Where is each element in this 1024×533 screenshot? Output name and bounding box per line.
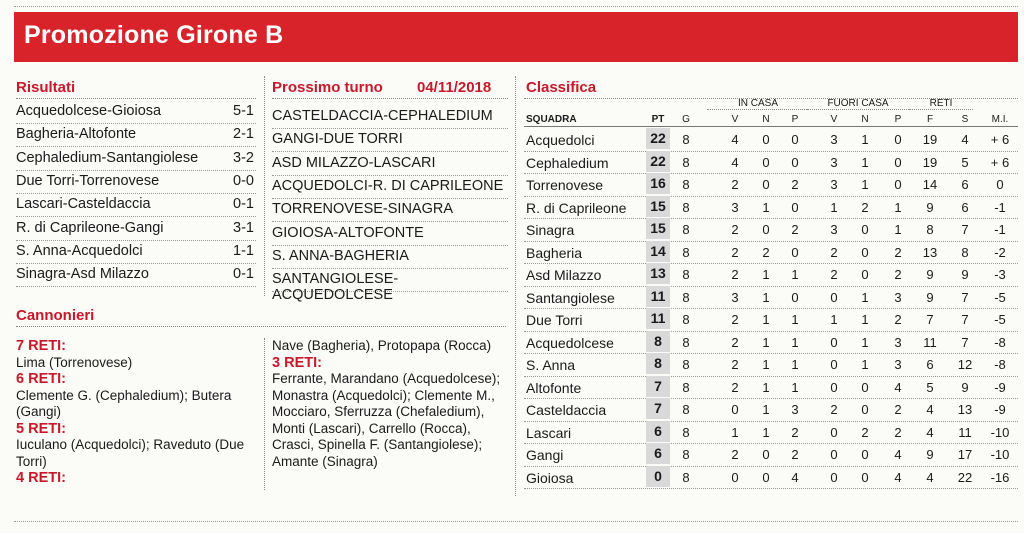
team-name: Acquedolci bbox=[526, 132, 595, 148]
team-points: 11 bbox=[646, 308, 670, 329]
column-separator bbox=[515, 76, 516, 496]
stat-ap: 3 bbox=[894, 334, 902, 350]
next-match-row bbox=[272, 222, 508, 246]
stat-mi: -1 bbox=[994, 222, 1006, 237]
result-score: 3-2 bbox=[233, 149, 254, 166]
team-name: Sinagra bbox=[526, 222, 575, 238]
stat-f: 5 bbox=[926, 379, 934, 395]
stat-an: 0 bbox=[861, 402, 869, 417]
stat-f: 19 bbox=[922, 154, 938, 170]
scorers-heading: 3 RETI: bbox=[272, 354, 322, 371]
result-match: Sinagra-Asd Milazzo bbox=[16, 266, 149, 283]
column-separator bbox=[264, 76, 265, 296]
col-g: G bbox=[682, 114, 690, 125]
stat-hp: 2 bbox=[791, 447, 799, 462]
stat-hn: 1 bbox=[762, 402, 770, 417]
stat-s: 17 bbox=[957, 447, 973, 462]
stat-av: 0 bbox=[830, 379, 838, 395]
stat-an: 0 bbox=[861, 447, 869, 462]
stat-mi: -5 bbox=[994, 289, 1006, 305]
stat-hp: 1 bbox=[791, 312, 799, 327]
team-name: Lascari bbox=[526, 424, 572, 441]
stat-av: 1 bbox=[830, 312, 838, 327]
standings-row bbox=[524, 286, 1018, 310]
team-name: Bagheria bbox=[526, 244, 583, 261]
top-rule bbox=[14, 6, 1018, 7]
team-points: 6 bbox=[646, 421, 670, 442]
stat-hv: 2 bbox=[731, 267, 739, 282]
group-goals: RETI bbox=[909, 98, 973, 110]
result-score: 2-1 bbox=[233, 126, 254, 143]
bottom-rule bbox=[14, 521, 1018, 522]
stat-hv: 1 bbox=[731, 424, 739, 440]
stat-hn: 0 bbox=[762, 132, 770, 147]
group-home: IN CASA bbox=[707, 98, 809, 110]
next-match-row bbox=[272, 105, 508, 129]
stat-mi: -9 bbox=[994, 402, 1006, 417]
stat-hp: 3 bbox=[791, 402, 799, 417]
scorers-heading: 5 RETI: bbox=[16, 420, 66, 437]
result-score: 0-1 bbox=[233, 196, 254, 213]
col-av: V bbox=[830, 114, 838, 125]
stat-g: 8 bbox=[682, 199, 690, 215]
stat-hn: 0 bbox=[762, 469, 770, 485]
stat-mi: -2 bbox=[994, 244, 1006, 260]
stat-hv: 3 bbox=[731, 289, 739, 305]
next-match: GIOIOSA-ALTOFONTE bbox=[272, 224, 424, 241]
next-round-header: Prossimo turno bbox=[272, 79, 383, 96]
stat-hv: 2 bbox=[731, 447, 739, 462]
stat-hv: 2 bbox=[731, 357, 739, 372]
result-row bbox=[16, 170, 256, 194]
result-score: 3-1 bbox=[233, 219, 254, 236]
stat-hp: 1 bbox=[791, 334, 799, 350]
stat-av: 2 bbox=[830, 402, 838, 417]
result-score: 5-1 bbox=[233, 103, 254, 119]
stat-hv: 2 bbox=[731, 379, 739, 395]
stat-ap: 4 bbox=[894, 447, 902, 462]
next-match-row bbox=[272, 245, 508, 269]
scorers-header-rule bbox=[16, 326, 506, 327]
scorers-header: Cannonieri bbox=[16, 307, 95, 324]
stat-mi: -10 bbox=[990, 424, 1010, 440]
team-points: 22 bbox=[646, 128, 670, 149]
stat-ap: 3 bbox=[894, 357, 902, 372]
standings-head-rule bbox=[524, 126, 1018, 127]
scorers-text: Ferrante, Marandano (Acquedolcese); Monastra (Acquedolci); Clemente M., Mocciaro, Sferruzza (Chefaledium), Monti (Lascari), Carrello (Rocca), Crasci, Spinella F. (Santangiolese); Amante (Sinagra) bbox=[272, 371, 501, 469]
scorers-heading: 7 RETI: bbox=[16, 338, 66, 354]
stat-s: 6 bbox=[961, 177, 969, 192]
stat-hn: 0 bbox=[762, 222, 770, 237]
stat-hp: 1 bbox=[791, 357, 799, 372]
stat-mi: -8 bbox=[994, 357, 1006, 372]
stat-hp: 0 bbox=[791, 289, 799, 305]
col-mi: M.I. bbox=[991, 114, 1009, 125]
stat-s: 4 bbox=[961, 132, 969, 147]
next-round-date: 04/11/2018 bbox=[417, 79, 492, 96]
col-hv: V bbox=[731, 114, 739, 125]
team-points: 15 bbox=[646, 196, 670, 217]
team-points: 7 bbox=[646, 398, 670, 419]
stat-hp: 2 bbox=[791, 177, 799, 192]
team-name: R. di Caprileone bbox=[526, 199, 627, 216]
results-header-rule bbox=[16, 98, 256, 99]
standings-row bbox=[524, 196, 1018, 220]
stat-g: 8 bbox=[682, 334, 690, 350]
standings-row bbox=[524, 443, 1018, 467]
col-hp: P bbox=[791, 114, 799, 125]
stat-av: 0 bbox=[830, 424, 838, 440]
result-row bbox=[16, 217, 256, 241]
stat-ap: 1 bbox=[894, 222, 902, 237]
stat-ap: 2 bbox=[894, 402, 902, 417]
team-name: S. Anna bbox=[526, 357, 576, 373]
stat-f: 4 bbox=[926, 424, 934, 440]
col-pt: PT bbox=[651, 114, 665, 125]
stat-ap: 1 bbox=[894, 199, 902, 215]
result-row bbox=[16, 240, 256, 264]
standings-row bbox=[524, 421, 1018, 445]
standings-row bbox=[524, 308, 1018, 332]
scorers-column-1 bbox=[16, 338, 256, 487]
stat-an: 0 bbox=[861, 379, 869, 395]
result-row bbox=[16, 100, 256, 124]
stat-hv: 2 bbox=[731, 312, 739, 327]
stat-f: 14 bbox=[922, 177, 938, 192]
title-banner bbox=[14, 12, 1018, 62]
stat-mi: 0 bbox=[996, 177, 1004, 192]
stat-f: 19 bbox=[922, 132, 938, 147]
stat-ap: 3 bbox=[894, 289, 902, 305]
team-points: 0 bbox=[646, 466, 670, 487]
stat-an: 0 bbox=[861, 267, 869, 282]
stat-hn: 1 bbox=[762, 424, 770, 440]
col-an: N bbox=[861, 114, 869, 125]
stat-mi: -16 bbox=[990, 469, 1010, 485]
stat-hp: 0 bbox=[791, 244, 799, 260]
stat-f: 4 bbox=[926, 469, 934, 485]
standings-row bbox=[524, 263, 1018, 287]
standings-row bbox=[524, 376, 1018, 400]
team-name: Gioiosa bbox=[526, 469, 574, 486]
next-match: TORRENOVESE-SINAGRA bbox=[272, 201, 454, 218]
result-match: Bagheria-Altofonte bbox=[16, 126, 137, 143]
stat-s: 9 bbox=[961, 379, 969, 395]
stat-ap: 0 bbox=[894, 154, 902, 170]
stat-g: 8 bbox=[682, 177, 690, 192]
stat-f: 9 bbox=[926, 289, 934, 305]
team-name: Altofonte bbox=[526, 379, 582, 396]
standings-row bbox=[524, 128, 1018, 152]
stat-an: 1 bbox=[861, 312, 869, 327]
scorers-separator bbox=[264, 338, 265, 490]
stat-g: 8 bbox=[682, 244, 690, 260]
stat-ap: 4 bbox=[894, 379, 902, 395]
stat-hn: 1 bbox=[762, 312, 770, 327]
stat-mi: -9 bbox=[994, 379, 1006, 395]
standings-row bbox=[524, 151, 1018, 175]
next-match-row bbox=[272, 198, 508, 222]
next-match: ASD MILAZZO-LASCARI bbox=[272, 154, 436, 171]
result-match: R. di Caprileone-Gangi bbox=[16, 219, 164, 236]
stat-mi: -8 bbox=[994, 334, 1006, 350]
team-points: 16 bbox=[646, 173, 670, 194]
team-points: 7 bbox=[646, 376, 670, 397]
stat-hn: 1 bbox=[762, 379, 770, 395]
result-row bbox=[16, 263, 256, 287]
team-points: 22 bbox=[646, 151, 670, 172]
stat-s: 12 bbox=[957, 357, 973, 372]
stat-s: 9 bbox=[961, 267, 969, 282]
standings-row bbox=[524, 466, 1018, 490]
stat-ap: 4 bbox=[894, 469, 902, 485]
stat-an: 1 bbox=[861, 154, 869, 170]
stat-f: 9 bbox=[926, 267, 934, 282]
next-match-row bbox=[272, 152, 508, 176]
stat-hn: 2 bbox=[762, 244, 770, 260]
stat-s: 22 bbox=[957, 469, 973, 485]
stat-s: 7 bbox=[961, 289, 969, 305]
stat-av: 1 bbox=[830, 199, 838, 215]
stat-g: 8 bbox=[682, 267, 690, 282]
stat-hv: 2 bbox=[731, 222, 739, 237]
stat-hp: 0 bbox=[791, 154, 799, 170]
stat-f: 4 bbox=[926, 402, 934, 417]
stat-hn: 1 bbox=[762, 289, 770, 305]
team-points: 15 bbox=[646, 218, 670, 239]
standings-row bbox=[524, 331, 1018, 355]
stat-g: 8 bbox=[682, 289, 690, 305]
stat-f: 13 bbox=[922, 244, 938, 260]
stat-hp: 0 bbox=[791, 199, 799, 215]
next-match: GANGI-DUE TORRI bbox=[272, 131, 403, 148]
scorers-text: Lima (Torrenovese) bbox=[16, 354, 133, 370]
stat-av: 2 bbox=[830, 267, 838, 282]
next-match-row bbox=[272, 128, 508, 152]
col-s: S bbox=[961, 114, 969, 125]
result-score: 0-0 bbox=[233, 172, 254, 189]
stat-an: 0 bbox=[861, 222, 869, 237]
stat-mi: + 6 bbox=[990, 132, 1010, 147]
stat-mi: -10 bbox=[990, 447, 1010, 462]
stat-s: 13 bbox=[957, 402, 973, 417]
next-match: ACQUEDOLCI-R. DI CAPRILEONE bbox=[272, 177, 504, 194]
stat-mi: -5 bbox=[994, 312, 1006, 327]
stat-s: 7 bbox=[961, 334, 969, 350]
stat-s: 11 bbox=[958, 424, 972, 440]
stat-av: 3 bbox=[830, 177, 838, 192]
stat-hn: 0 bbox=[762, 447, 770, 462]
stat-hv: 0 bbox=[731, 402, 739, 417]
stat-av: 0 bbox=[830, 447, 838, 462]
scorers-heading: 4 RETI: bbox=[16, 470, 66, 486]
team-points: 8 bbox=[646, 331, 670, 352]
scorers-text: Clemente G. (Cephaledium); Butera (Gangi) bbox=[16, 387, 232, 419]
result-row bbox=[16, 193, 256, 217]
stat-f: 6 bbox=[926, 357, 934, 372]
stat-av: 0 bbox=[830, 334, 838, 350]
stat-f: 7 bbox=[926, 312, 934, 327]
team-points: 14 bbox=[646, 241, 670, 262]
stat-ap: 0 bbox=[894, 177, 902, 192]
next-match: SANTANGIOLESE-ACQUEDOLCESE bbox=[272, 271, 399, 304]
stat-ap: 2 bbox=[894, 312, 902, 327]
stat-an: 1 bbox=[861, 289, 869, 305]
stat-hp: 4 bbox=[791, 469, 799, 485]
results-header: Risultati bbox=[16, 79, 76, 96]
team-points: 13 bbox=[646, 263, 670, 284]
stat-hp: 1 bbox=[791, 267, 799, 282]
stat-g: 8 bbox=[682, 222, 690, 237]
team-name: Cephaledium bbox=[526, 154, 609, 171]
result-row bbox=[16, 147, 256, 171]
stat-hn: 1 bbox=[762, 334, 770, 350]
team-points: 6 bbox=[646, 443, 670, 464]
stat-hp: 2 bbox=[791, 424, 799, 440]
stat-g: 8 bbox=[682, 469, 690, 485]
stat-s: 6 bbox=[961, 199, 969, 215]
stat-an: 1 bbox=[861, 177, 869, 192]
stat-hv: 2 bbox=[731, 334, 739, 350]
stat-g: 8 bbox=[682, 312, 690, 327]
scorers-heading: 6 RETI: bbox=[16, 371, 66, 387]
stat-hn: 1 bbox=[762, 267, 770, 282]
stat-g: 8 bbox=[682, 402, 690, 417]
stat-ap: 2 bbox=[894, 424, 902, 440]
stat-hv: 2 bbox=[731, 244, 739, 260]
stat-ap: 2 bbox=[894, 267, 902, 282]
next-match-row bbox=[272, 268, 508, 304]
stat-hv: 0 bbox=[731, 469, 739, 485]
standings-row bbox=[524, 173, 1018, 197]
standings-row bbox=[524, 241, 1018, 265]
page-title: Promozione Girone B bbox=[24, 21, 284, 49]
stat-hv: 2 bbox=[731, 177, 739, 192]
stat-mi: -1 bbox=[994, 199, 1006, 215]
stat-hn: 1 bbox=[762, 357, 770, 372]
stat-s: 5 bbox=[961, 154, 969, 170]
col-squadra: SQUADRA bbox=[526, 114, 577, 125]
standings-row bbox=[524, 218, 1018, 242]
stat-g: 8 bbox=[682, 379, 690, 395]
standings-header: Classifica bbox=[526, 79, 597, 96]
team-name: Gangi bbox=[526, 447, 564, 463]
stat-an: 0 bbox=[861, 469, 869, 485]
next-match: CASTELDACCIA-CEPHALEDIUM bbox=[272, 108, 493, 124]
result-match: Cephaledium-Santangiolese bbox=[16, 149, 199, 166]
stat-g: 8 bbox=[682, 447, 690, 462]
stat-f: 11 bbox=[923, 334, 937, 350]
stat-ap: 2 bbox=[894, 244, 902, 260]
stat-f: 8 bbox=[926, 222, 934, 237]
stat-hn: 1 bbox=[762, 199, 770, 215]
stat-hv: 4 bbox=[731, 132, 739, 147]
stat-s: 8 bbox=[961, 244, 969, 260]
stat-ap: 0 bbox=[894, 132, 902, 147]
stat-g: 8 bbox=[682, 154, 690, 170]
stat-an: 1 bbox=[861, 334, 869, 350]
stat-s: 7 bbox=[961, 312, 969, 327]
stat-g: 8 bbox=[682, 132, 690, 147]
stat-an: 2 bbox=[861, 424, 869, 440]
stat-hv: 3 bbox=[731, 199, 739, 215]
next-match-row bbox=[272, 175, 508, 199]
team-name: Casteldaccia bbox=[526, 402, 607, 418]
stat-s: 7 bbox=[961, 222, 969, 237]
stat-mi: -3 bbox=[994, 267, 1006, 282]
standings-row bbox=[524, 398, 1018, 422]
team-name: Due Torri bbox=[526, 312, 583, 328]
standings-row bbox=[524, 353, 1018, 377]
stat-f: 9 bbox=[926, 199, 934, 215]
stat-av: 3 bbox=[830, 154, 838, 170]
team-points: 11 bbox=[646, 286, 670, 307]
stat-hp: 1 bbox=[791, 379, 799, 395]
stat-an: 1 bbox=[861, 132, 869, 147]
stat-hp: 2 bbox=[791, 222, 799, 237]
team-name: Acquedolcese bbox=[526, 334, 614, 351]
stat-av: 3 bbox=[830, 132, 838, 147]
next-round-header-rule bbox=[272, 98, 508, 99]
stat-an: 0 bbox=[861, 244, 869, 260]
group-away: FUORI CASA bbox=[807, 98, 909, 110]
scorers-text: Iuculano (Acquedolci); Raveduto (Due Torri) bbox=[16, 437, 245, 469]
stat-mi: + 6 bbox=[990, 154, 1010, 170]
stat-hn: 0 bbox=[762, 154, 770, 170]
stat-av: 0 bbox=[830, 289, 838, 305]
stat-g: 8 bbox=[682, 357, 690, 372]
scorers-column-2 bbox=[272, 338, 508, 470]
stat-hn: 0 bbox=[762, 177, 770, 192]
next-match: S. ANNA-BAGHERIA bbox=[272, 247, 409, 264]
col-f: F bbox=[926, 114, 934, 125]
col-ap: P bbox=[894, 114, 902, 125]
stat-f: 9 bbox=[926, 447, 934, 462]
team-name: Asd Milazzo bbox=[526, 267, 602, 283]
result-row bbox=[16, 123, 256, 147]
stat-g: 8 bbox=[682, 424, 690, 440]
stat-hp: 0 bbox=[791, 132, 799, 147]
result-match: S. Anna-Acquedolci bbox=[16, 242, 143, 259]
result-match: Due Torri-Torrenovese bbox=[16, 172, 160, 189]
team-points: 8 bbox=[646, 353, 670, 374]
stat-av: 0 bbox=[830, 469, 838, 485]
stat-an: 2 bbox=[861, 199, 869, 215]
stat-an: 1 bbox=[861, 357, 869, 372]
stat-hv: 4 bbox=[731, 154, 739, 170]
team-name: Santangiolese bbox=[526, 289, 615, 306]
stat-av: 0 bbox=[830, 357, 838, 372]
team-name: Torrenovese bbox=[526, 177, 604, 193]
stat-av: 2 bbox=[830, 244, 838, 260]
col-hn: N bbox=[762, 114, 770, 125]
result-score: 1-1 bbox=[233, 242, 254, 259]
result-match: Lascari-Casteldaccia bbox=[16, 196, 151, 213]
stat-av: 3 bbox=[830, 222, 838, 237]
result-match: Acquedolcese-Gioiosa bbox=[16, 103, 162, 119]
scorers-text: Nave (Bagheria), Protopapa (Rocca) bbox=[272, 338, 492, 353]
result-score: 0-1 bbox=[233, 266, 254, 283]
